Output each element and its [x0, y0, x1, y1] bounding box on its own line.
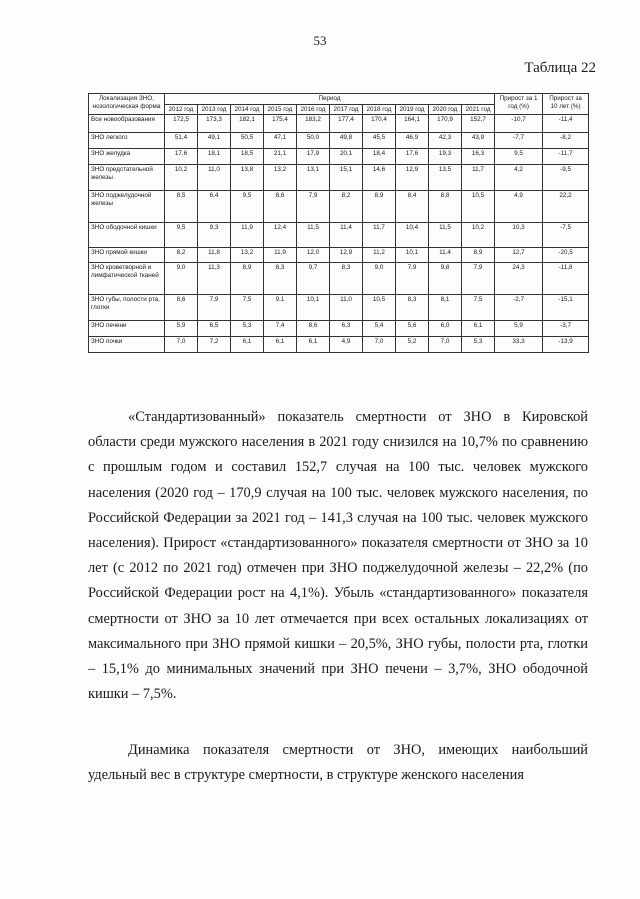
cell-value: 175,4 [264, 115, 297, 133]
cell-value: 8,6 [297, 321, 330, 337]
cell-value: 11,5 [297, 223, 330, 248]
cell-value: 9,5 [165, 223, 198, 248]
table-row [89, 321, 589, 337]
cell-value: 8,3 [264, 263, 297, 295]
row-localization: ЗНО прямой кишки [89, 248, 165, 263]
cell-value: 8,3 [396, 295, 429, 321]
table-row [89, 263, 589, 295]
header-year: 2014 год [231, 104, 264, 115]
cell-value: 183,2 [297, 115, 330, 133]
cell-value: 8,3 [330, 263, 363, 295]
cell-value: 4,9 [330, 337, 363, 353]
header-year: 2013 год [198, 104, 231, 115]
cell-value: 9,0 [165, 263, 198, 295]
cell-value: 12,4 [264, 223, 297, 248]
table-row [89, 149, 589, 165]
cell-value: 10,1 [396, 248, 429, 263]
table-row [89, 223, 589, 248]
cell-value: 7,9 [198, 295, 231, 321]
cell-value: 11,7 [363, 223, 396, 248]
cell-growth-10y: 22,2 [543, 191, 589, 223]
table-row [89, 115, 589, 133]
cell-value: 6,5 [198, 321, 231, 337]
cell-value: 46,9 [396, 133, 429, 149]
cell-growth-1y: 33,3 [495, 337, 543, 353]
table-body [89, 115, 589, 353]
mortality-table [88, 93, 589, 353]
cell-value: 8,6 [264, 191, 297, 223]
cell-value: 50,0 [297, 133, 330, 149]
cell-growth-1y: 10,3 [495, 223, 543, 248]
cell-value: 8,2 [165, 248, 198, 263]
header-year: 2017 год [330, 104, 363, 115]
cell-value: 13,1 [297, 165, 330, 191]
table-row [89, 337, 589, 353]
cell-growth-10y: -3,7 [543, 321, 589, 337]
header-period: Период [165, 94, 495, 105]
cell-value: 20,1 [330, 149, 363, 165]
cell-value: 47,1 [264, 133, 297, 149]
cell-value: 5,4 [363, 321, 396, 337]
header-growth-10y: Прирост за 10 лет (%) [543, 94, 589, 115]
cell-value: 8,8 [429, 191, 462, 223]
cell-value: 9,5 [231, 191, 264, 223]
cell-value: 173,3 [198, 115, 231, 133]
cell-value: 11,8 [198, 248, 231, 263]
table-row [89, 133, 589, 149]
cell-value: 49,8 [330, 133, 363, 149]
cell-value: 12,0 [297, 248, 330, 263]
cell-value: 7,5 [462, 295, 495, 321]
cell-value: 182,1 [231, 115, 264, 133]
cell-value: 7,0 [363, 337, 396, 353]
header-localization: Локализация ЗНО, нозологическая форма [89, 94, 165, 115]
cell-value: 9,8 [429, 263, 462, 295]
cell-value: 11,7 [462, 165, 495, 191]
row-localization: Все новообразования [89, 115, 165, 133]
row-localization: ЗНО почки [89, 337, 165, 353]
cell-value: 51,4 [165, 133, 198, 149]
cell-value: 11,4 [330, 223, 363, 248]
cell-growth-1y: 4,9 [495, 191, 543, 223]
cell-value: 170,9 [429, 115, 462, 133]
cell-value: 8,9 [363, 191, 396, 223]
cell-value: 8,9 [462, 248, 495, 263]
cell-growth-1y: -7,7 [495, 133, 543, 149]
cell-growth-1y: 9,5 [495, 149, 543, 165]
row-localization: ЗНО легкого [89, 133, 165, 149]
cell-growth-1y: -2,7 [495, 295, 543, 321]
cell-value: 5,3 [231, 321, 264, 337]
cell-value: 5,6 [396, 321, 429, 337]
header-year: 2018 год [363, 104, 396, 115]
row-localization: ЗНО кроветворной и лимфатической тканей [89, 263, 165, 295]
cell-growth-10y: -8,2 [543, 133, 589, 149]
table-header-row [89, 94, 589, 105]
cell-value: 13,2 [264, 165, 297, 191]
cell-value: 45,5 [363, 133, 396, 149]
header-year: 2015 год [264, 104, 297, 115]
cell-value: 42,3 [429, 133, 462, 149]
cell-value: 11,2 [363, 248, 396, 263]
row-localization: ЗНО ободочной кишки [89, 223, 165, 248]
cell-value: 9,0 [363, 263, 396, 295]
cell-value: 8,2 [330, 191, 363, 223]
row-localization: ЗНО печени [89, 321, 165, 337]
page-number: 53 [313, 33, 327, 48]
header-year: 2016 год [297, 104, 330, 115]
cell-value: 6,1 [462, 321, 495, 337]
cell-value: 7,9 [462, 263, 495, 295]
cell-value: 8,6 [165, 295, 198, 321]
paragraph-male-mortality [88, 405, 588, 707]
cell-growth-1y: 12,7 [495, 248, 543, 263]
row-localization: ЗНО желудка [89, 149, 165, 165]
cell-value: 13,8 [231, 165, 264, 191]
cell-value: 11,0 [198, 165, 231, 191]
row-localization: ЗНО губы, полости рта, глотки [89, 295, 165, 321]
cell-value: 11,9 [264, 248, 297, 263]
cell-value: 8,5 [165, 191, 198, 223]
cell-value: 170,4 [363, 115, 396, 133]
cell-value: 9,1 [264, 295, 297, 321]
cell-value: 9,3 [198, 223, 231, 248]
cell-value: 6,0 [429, 321, 462, 337]
cell-value: 12,9 [330, 248, 363, 263]
cell-value: 6,1 [264, 337, 297, 353]
cell-growth-10y: -13,9 [543, 337, 589, 353]
cell-value: 18,5 [231, 149, 264, 165]
cell-value: 11,9 [231, 223, 264, 248]
cell-value: 17,6 [396, 149, 429, 165]
cell-value: 7,9 [297, 191, 330, 223]
cell-value: 6,3 [330, 321, 363, 337]
cell-value: 5,3 [462, 337, 495, 353]
row-localization: ЗНО предстательной железы [89, 165, 165, 191]
cell-value: 11,4 [429, 248, 462, 263]
cell-value: 11,0 [330, 295, 363, 321]
header-year: 2020 год [429, 104, 462, 115]
cell-value: 6,4 [198, 191, 231, 223]
cell-value: 12,9 [396, 165, 429, 191]
header-year: 2019 год [396, 104, 429, 115]
cell-value: 43,9 [462, 133, 495, 149]
cell-value: 5,9 [165, 321, 198, 337]
header-year: 2021 год [462, 104, 495, 115]
cell-value: 7,0 [165, 337, 198, 353]
cell-value: 8,9 [231, 263, 264, 295]
cell-value: 10,5 [363, 295, 396, 321]
cell-value: 10,2 [165, 165, 198, 191]
cell-growth-10y: -11,8 [543, 263, 589, 295]
cell-value: 17,9 [297, 149, 330, 165]
cell-value: 7,5 [231, 295, 264, 321]
cell-value: 18,1 [198, 149, 231, 165]
cell-value: 8,1 [429, 295, 462, 321]
cell-value: 7,4 [264, 321, 297, 337]
cell-growth-10y: -11,4 [543, 115, 589, 133]
cell-value: 172,5 [165, 115, 198, 133]
row-localization: ЗНО поджелудочной железы [89, 191, 165, 223]
cell-value: 10,4 [396, 223, 429, 248]
cell-growth-1y: -10,7 [495, 115, 543, 133]
cell-value: 6,1 [297, 337, 330, 353]
cell-value: 7,2 [198, 337, 231, 353]
cell-value: 50,5 [231, 133, 264, 149]
cell-value: 8,4 [396, 191, 429, 223]
cell-value: 7,0 [429, 337, 462, 353]
cell-growth-10y: -20,5 [543, 248, 589, 263]
cell-value: 10,2 [462, 223, 495, 248]
cell-growth-1y: 4,2 [495, 165, 543, 191]
cell-value: 14,6 [363, 165, 396, 191]
cell-value: 17,6 [165, 149, 198, 165]
paragraph-female-dynamics [88, 738, 588, 788]
table-row [89, 191, 589, 223]
table-row [89, 248, 589, 263]
cell-value: 7,9 [396, 263, 429, 295]
cell-value: 164,1 [396, 115, 429, 133]
table-row [89, 295, 589, 321]
cell-growth-10y: -11,7 [543, 149, 589, 165]
paragraph-female-dynamics-text: Динамика показателя смертности от ЗНО, имеющих наибольший удельный вес в структуре смертности, в структуре женского населения [88, 742, 588, 784]
cell-value: 19,3 [429, 149, 462, 165]
cell-value: 10,5 [462, 191, 495, 223]
cell-growth-1y: 5,9 [495, 321, 543, 337]
cell-value: 10,1 [297, 295, 330, 321]
cell-value: 21,1 [264, 149, 297, 165]
cell-value: 13,5 [429, 165, 462, 191]
paragraph-male-mortality-text: «Стандартизованный» показатель смертности от ЗНО в Кировской области среди мужского населения в 2021 году снизился на 10,7% по сравнению с прошлым годом и составил 152,7 случая на 100 тыс. человек мужского населения (2020 год – 170,9 случая на 100 тыс. человек мужского населения, по Российской Федерации за 2021 год – 141,3 случая на 100 тыс. человек мужского населения). Прирост «стандартизованного» показателя смертности от ЗНО за 10 лет (с 2012 по 2021 год) отмечен при ЗНО поджелудочной железы – 22,2% (по Российской Федерации рост на 4,1%). Убыль «стандартизованного» показателя смертности от ЗНО за 10 лет отмечается при всех остальных локализациях от максимального при ЗНО прямой кишки – 20,5%, ЗНО губы, полости рта, глотки – 15,1% до минимальных значений при ЗНО печени – 3,7%, ЗНО ободочной кишки – 7,5%. [88, 409, 588, 703]
cell-value: 49,1 [198, 133, 231, 149]
table-row [89, 165, 589, 191]
cell-value: 15,1 [330, 165, 363, 191]
header-year: 2012 год [165, 104, 198, 115]
cell-growth-10y: -9,5 [543, 165, 589, 191]
cell-value: 16,3 [462, 149, 495, 165]
cell-value: 5,2 [396, 337, 429, 353]
header-growth-1y: Прирост за 1 год (%) [495, 94, 543, 115]
cell-growth-10y: -15,1 [543, 295, 589, 321]
table-caption: Таблица 22 [524, 60, 596, 76]
cell-value: 152,7 [462, 115, 495, 133]
cell-value: 6,1 [231, 337, 264, 353]
cell-value: 11,3 [198, 263, 231, 295]
cell-value: 11,5 [429, 223, 462, 248]
cell-value: 9,7 [297, 263, 330, 295]
cell-growth-1y: 24,3 [495, 263, 543, 295]
cell-value: 18,4 [363, 149, 396, 165]
cell-growth-10y: -7,5 [543, 223, 589, 248]
cell-value: 13,2 [231, 248, 264, 263]
cell-value: 177,4 [330, 115, 363, 133]
